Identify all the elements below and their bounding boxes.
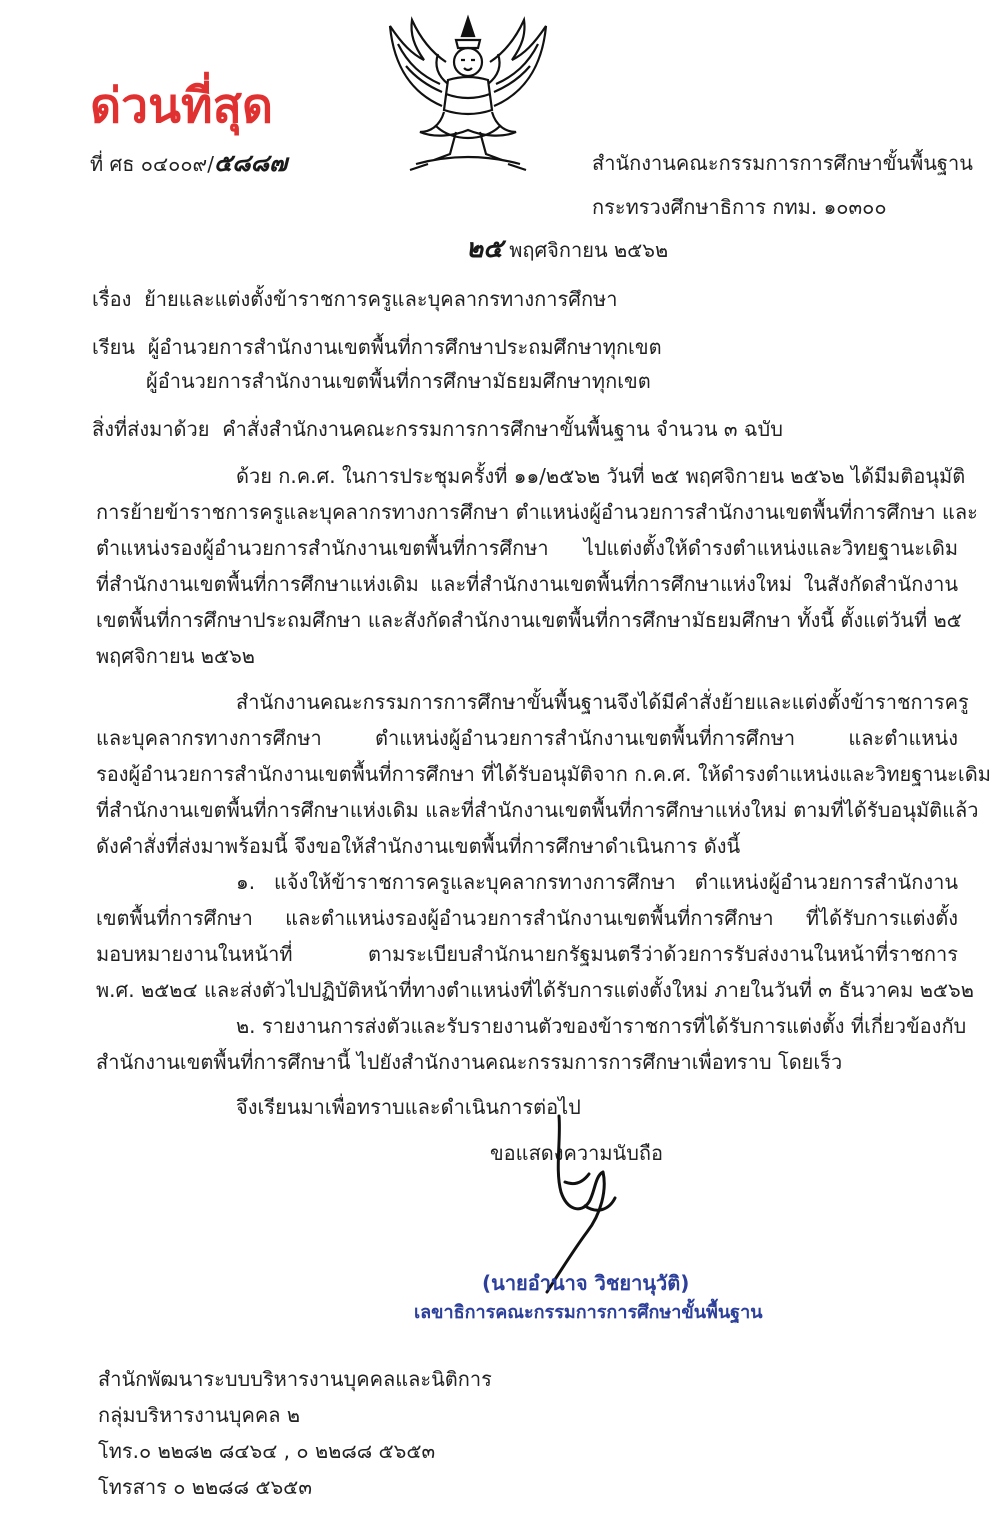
garuda-emblem-icon xyxy=(384,14,552,174)
item1-line: ๑. แจ้งให้ข้าราชการครูและบุคลากรทางการศึกษา ตำแหน่งผู้อำนวยการสำนักงาน xyxy=(236,870,958,894)
date-month-year: พฤศจิกายน ๒๕๖๒ xyxy=(509,238,669,262)
footer-fax: โทรสาร ๐ ๒๒๘๘ ๕๖๕๓ xyxy=(98,1475,312,1499)
para2-line: ดังคำสั่งที่ส่งมาพร้อมนี้ จึงขอให้สำนักงานเขตพื้นที่การศึกษาดำเนินการ ดังนี้ xyxy=(96,834,741,858)
enclosure-label: สิ่งที่ส่งมาด้วย xyxy=(92,417,210,441)
subject-text: ย้ายและแต่งตั้งข้าราชการครูและบุคลากรทางการศึกษา xyxy=(144,287,618,311)
date-day-handwritten: ๒๕ xyxy=(466,234,503,264)
para2-line: และบุคลากรทางการศึกษา ตำแหน่งผู้อำนวยการสำนักงานเขตพื้นที่การศึกษา และตำแหน่ง xyxy=(96,726,958,750)
footer-phone: โทร.๐ ๒๒๘๒ ๘๔๖๔ , ๐ ๒๒๘๘ ๕๖๕๓ xyxy=(98,1439,436,1463)
item1-line: มอบหมายงานในหน้าที่ ตามระเบียบสำนักนายกรัฐมนตรีว่าด้วยการรับส่งงานในหน้าที่ราชการ xyxy=(96,942,958,966)
footer-unit: สำนักพัฒนาระบบบริหารงานบุคคลและนิติการ xyxy=(98,1367,492,1391)
regards: ขอแสดงความนับถือ xyxy=(490,1141,664,1165)
footer-group: กลุ่มบริหารงานบุคคล ๒ xyxy=(98,1403,301,1427)
para1-line: พฤศจิกายน ๒๕๖๒ xyxy=(96,644,255,668)
recipient-2: ผู้อำนวยการสำนักงานเขตพื้นที่การศึกษามัธยมศึกษาทุกเขต xyxy=(146,369,651,393)
para1-line: ด้วย ก.ค.ศ. ในการประชุมครั้งที่ ๑๑/๒๕๖๒ วันที่ ๒๕ พฤศจิกายน ๒๕๖๒ ได้มีมติอนุมัติ xyxy=(236,464,966,488)
para2-line: สำนักงานคณะกรรมการการศึกษาขั้นพื้นฐานจึงได้มีคำสั่งย้ายและแต่งตั้งข้าราชการครู xyxy=(236,690,969,714)
item2-line: สำนักงานเขตพื้นที่การศึกษานี้ ไปยังสำนักงานคณะกรรมการการศึกษาเพื่อทราบ โดยเร็ว xyxy=(96,1050,843,1074)
item1-line: เขตพื้นที่การศึกษา และตำแหน่งรองผู้อำนวยการสำนักงานเขตพื้นที่การศึกษา ที่ได้รับการแต่งตั้ง xyxy=(96,906,958,930)
recipient-label: เรียน xyxy=(92,335,135,359)
subject-label: เรื่อง xyxy=(92,287,132,311)
urgency-stamp: ด่วนที่สุด xyxy=(90,78,274,134)
para1-line: การย้ายข้าราชการครูและบุคลากรทางการศึกษา ตำแหน่งผู้อำนวยการสำนักงานเขตพื้นที่การศึกษา และ xyxy=(96,500,978,524)
document-number-handwritten: ๕๘๘๗ xyxy=(213,148,288,177)
signer-name: (นายอำนาจ วิชยานุวัติ) xyxy=(482,1271,690,1295)
letter-date xyxy=(466,234,668,265)
para2-line: รองผู้อำนวยการสำนักงานเขตพื้นที่การศึกษา ที่ได้รับอนุมัติจาก ก.ค.ศ. ให้ดำรงตำแหน่งและวิทยฐานะเดิม xyxy=(96,762,991,786)
enclosure-line xyxy=(92,414,783,444)
para1-line: เขตพื้นที่การศึกษาประถมศึกษา และสังกัดสำนักงานเขตพื้นที่การศึกษามัธยมศึกษา ทั้งนี้ ตั้งแต่วันที่ ๒๕ xyxy=(96,608,962,632)
document-number-prefix: ที่ ศธ ๐๔๐๐๙/ xyxy=(90,152,214,176)
recipient-1: ผู้อำนวยการสำนักงานเขตพื้นที่การศึกษาประถมศึกษาทุกเขต xyxy=(147,335,662,359)
sender-office: สำนักงานคณะกรรมการการศึกษาขั้นพื้นฐาน xyxy=(592,151,973,175)
recipient-line-1 xyxy=(92,332,662,362)
closing-sentence: จึงเรียนมาเพื่อทราบและดำเนินการต่อไป xyxy=(236,1095,581,1119)
para2-line: ที่สำนักงานเขตพื้นที่การศึกษาแห่งเดิม และที่สำนักงานเขตพื้นที่การศึกษาแห่งใหม่ ตามที่ได้รับอนุมัติแล้ว xyxy=(96,798,979,822)
subject-line xyxy=(92,284,617,314)
item2-line: ๒. รายงานการส่งตัวและรับรายงานตัวของข้าราชการที่ได้รับการแต่งตั้ง ที่เกี่ยวข้องกับ xyxy=(236,1014,967,1038)
para1-line: ที่สำนักงานเขตพื้นที่การศึกษาแห่งเดิม และที่สำนักงานเขตพื้นที่การศึกษาแห่งใหม่ ในสังกัดสำนักงาน xyxy=(96,572,958,596)
enclosure-text: คำสั่งสำนักงานคณะกรรมการการศึกษาขั้นพื้นฐาน จำนวน ๓ ฉบับ xyxy=(222,417,783,441)
document-number xyxy=(90,148,287,179)
signer-title: เลขาธิการคณะกรรมการการศึกษาขั้นพื้นฐาน xyxy=(414,1302,763,1323)
sender-address: กระทรวงศึกษาธิการ กทม. ๑๐๓๐๐ xyxy=(592,195,887,219)
para1-line: ตำแหน่งรองผู้อำนวยการสำนักงานเขตพื้นที่การศึกษา ไปแต่งตั้งให้ดำรงตำแหน่งและวิทยฐานะเดิม xyxy=(96,536,958,560)
item1-line: พ.ศ. ๒๕๒๔ และส่งตัวไปปฏิบัติหน้าที่ทางตำแหน่งที่ได้รับการแต่งตั้งใหม่ ภายในวันที่ ๓ ธันวาคม ๒๕๖๒ xyxy=(96,978,974,1002)
